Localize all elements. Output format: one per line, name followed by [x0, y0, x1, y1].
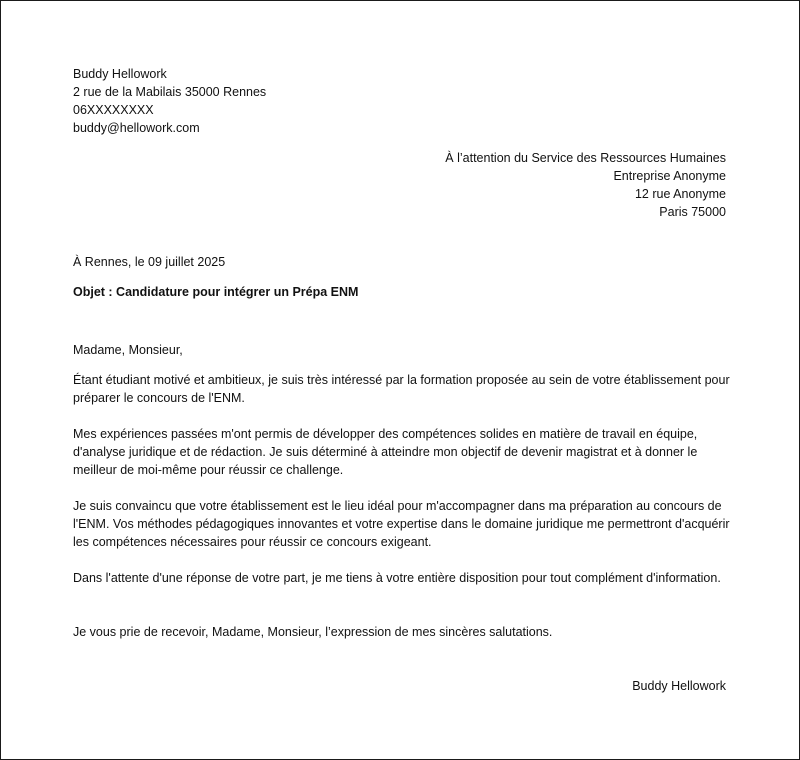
recipient-company: Entreprise Anonyme [613, 169, 726, 183]
body-paragraph-4: Dans l'attente d'une réponse de votre part, je me tiens à votre entière disposition pour tout complément d'information. [73, 571, 721, 585]
body-paragraph-3: Je suis convaincu que votre établissement est le lieu idéal pour m'accompagner dans ma préparation au concours de l'ENM. Vos méthodes pédagogiques innovantes et votre expertise dans le domaine juridique me permettront d'acquérir les compétences nécessaires pour réussir ce concours exigeant. [73, 499, 730, 549]
sender-name: Buddy Hellowork [73, 67, 167, 81]
place-date: À Rennes, le 09 juillet 2025 [73, 255, 226, 269]
recipient-city: Paris 75000 [659, 205, 726, 219]
sender-phone: 06XXXXXXXX [73, 103, 154, 117]
closing-paragraph: Je vous prie de recevoir, Madame, Monsieur, l’expression de mes sincères salutations. [73, 625, 553, 639]
signature: Buddy Hellowork [632, 679, 726, 693]
sender-address: 2 rue de la Mabilais 35000 Rennes [73, 85, 267, 99]
body-paragraph-1: Étant étudiant motivé et ambitieux, je suis très intéressé par la formation proposée au sein de votre établissement pour préparer le concours de l'ENM. [73, 373, 730, 405]
recipient-street: 12 rue Anonyme [634, 187, 726, 201]
salutation: Madame, Monsieur, [73, 343, 183, 357]
subject-line: Objet : Candidature pour intégrer un Prépa ENM [73, 285, 359, 299]
body-paragraph-2: Mes expériences passées m'ont permis de développer des compétences solides en matière de travail en équipe, d'analyse juridique et de rédaction. Je suis déterminé à atteindre mon objectif de devenir magistrat et à donner le meilleur de moi-même pour réussir ce challenge. [73, 427, 698, 477]
recipient-attention: À l’attention du Service des Ressources Humaines [445, 151, 726, 165]
sender-email: buddy@hellowork.com [73, 121, 200, 135]
